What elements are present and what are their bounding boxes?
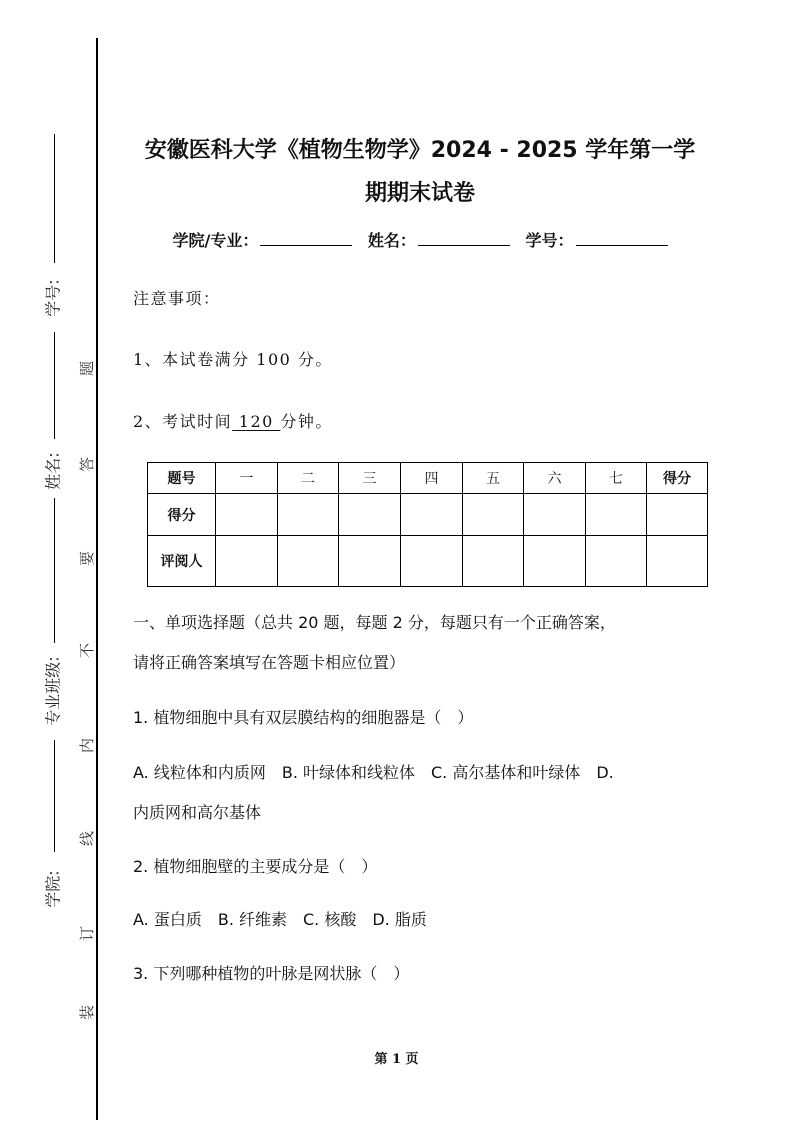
margin-label-major-class: 专业班级:	[43, 656, 63, 726]
score-table	[147, 462, 708, 587]
question-1-options-cont: 内质网和高尔基体	[133, 803, 262, 822]
note-full-score: 1、本试卷满分 100 分。	[133, 350, 333, 369]
page-number: 第 1 页	[374, 1052, 419, 1067]
grader-cell[interactable]	[278, 536, 339, 587]
binding-border-line	[96, 38, 98, 1120]
grader-cell[interactable]	[647, 536, 708, 587]
student-info-row	[120, 228, 720, 251]
margin-label-college: 学院:	[43, 870, 63, 908]
exam-title-line2: 期期末试卷	[364, 181, 475, 206]
seal-char: 线	[78, 830, 97, 847]
section1-heading-line2: 请将正确答案填写在答题卡相应位置）	[133, 653, 406, 672]
score-cell[interactable]	[586, 494, 647, 536]
grader-cell[interactable]	[524, 536, 586, 587]
question-1-options: A. 线粒体和内质网 B. 叶绿体和线粒体 C. 高尔基体和叶绿体 D.	[133, 763, 614, 782]
score-table-row-grader: 评阅人	[148, 536, 708, 587]
field-line	[54, 134, 55, 263]
score-cell[interactable]	[463, 494, 524, 536]
exam-duration-value: 120	[232, 412, 281, 431]
name-label: 姓名：	[367, 231, 416, 250]
college-major-label: 学院/专业：	[172, 231, 259, 250]
seal-char: 题	[78, 360, 97, 377]
seal-char: 内	[78, 737, 97, 754]
question-2-options: A. 蛋白质 B. 纤维素 C. 核酸 D. 脂质	[133, 910, 427, 929]
note-exam-time: 2、考试时间 120 分钟。	[133, 412, 333, 431]
notes-heading: 注意事项：	[133, 289, 221, 308]
college-major-blank[interactable]	[260, 231, 352, 246]
question-3-stem: 3. 下列哪种植物的叶脉是网状脉（ ）	[133, 964, 410, 983]
exam-title-line1: 安徽医科大学《植物生物学》2024 - 2025 学年第一学	[144, 138, 696, 163]
grader-cell[interactable]	[586, 536, 647, 587]
grader-cell[interactable]	[216, 536, 278, 587]
score-table-row-score: 得分	[148, 494, 708, 536]
score-cell[interactable]	[524, 494, 586, 536]
seal-char: 要	[78, 550, 97, 567]
student-id-label: 学号：	[525, 231, 574, 250]
question-2-stem: 2. 植物细胞壁的主要成分是（ ）	[133, 857, 378, 876]
grader-cell[interactable]	[401, 536, 463, 587]
score-cell[interactable]	[216, 494, 278, 536]
section1-heading-line1: 一、单项选择题（总共 20 题，每题 2 分，每题只有一个正确答案，	[133, 613, 616, 632]
score-cell[interactable]	[339, 494, 401, 536]
question-1-stem: 1. 植物细胞中具有双层膜结构的细胞器是（ ）	[133, 708, 474, 727]
name-blank[interactable]	[418, 231, 510, 246]
margin-label-student-id: 学号:	[43, 279, 63, 317]
grader-cell[interactable]	[463, 536, 524, 587]
grader-cell[interactable]	[339, 536, 401, 587]
seal-char: 答	[78, 456, 97, 473]
seal-char: 订	[78, 925, 97, 942]
score-cell[interactable]	[401, 494, 463, 536]
student-id-blank[interactable]	[576, 231, 668, 246]
field-line	[54, 498, 55, 643]
score-cell[interactable]	[647, 494, 708, 536]
field-line	[54, 332, 55, 439]
seal-char: 不	[78, 642, 97, 659]
seal-char: 装	[78, 1004, 97, 1021]
score-table-header-row: 题号 一 二 三 四 五 六 七 得分	[148, 463, 708, 494]
margin-label-name: 姓名:	[43, 452, 63, 490]
score-cell[interactable]	[278, 494, 339, 536]
field-line	[54, 740, 55, 852]
